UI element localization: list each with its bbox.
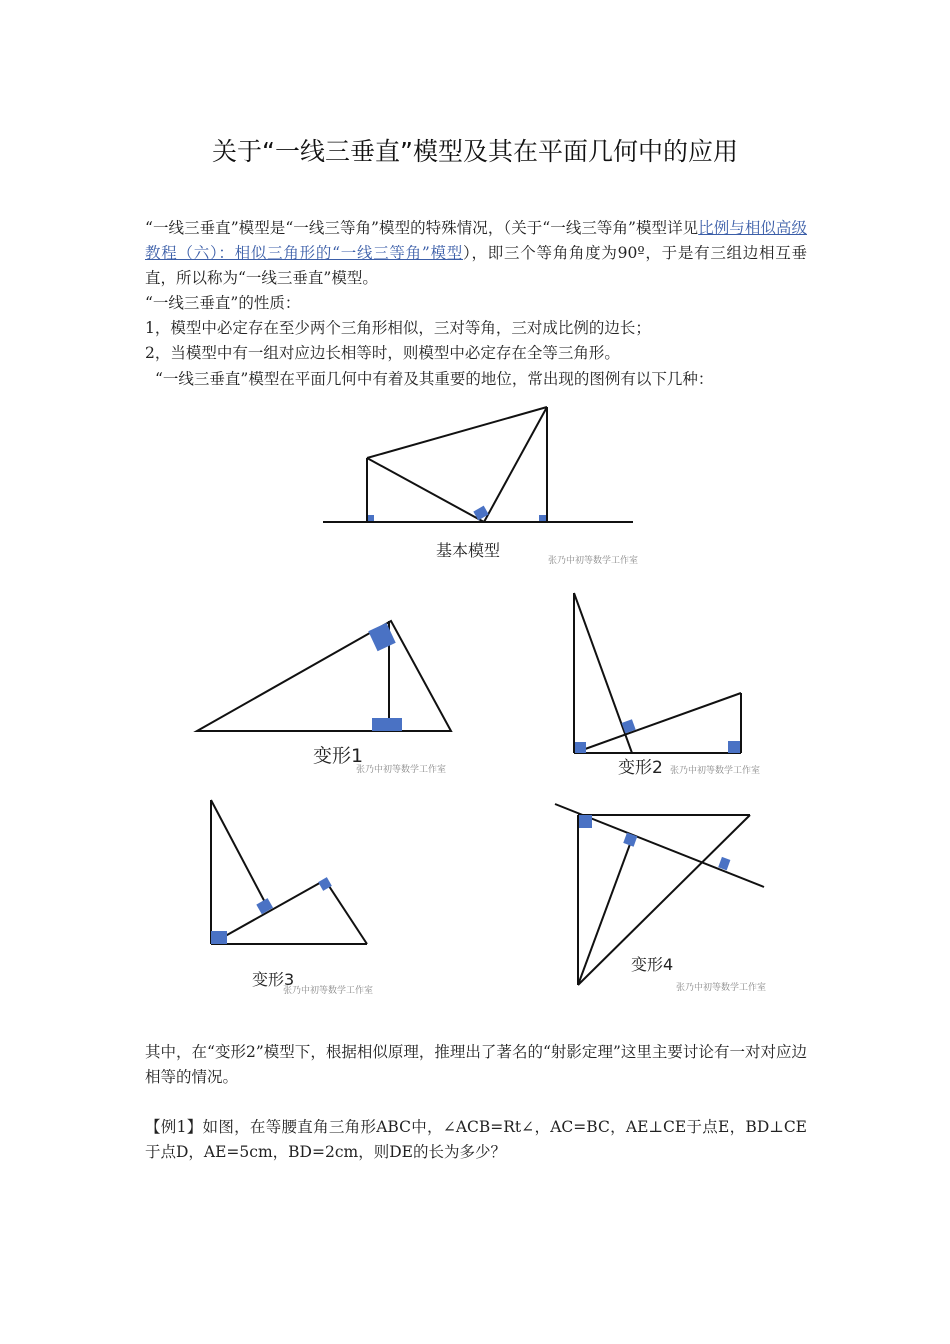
properties-heading: “一线三垂直”的性质： [145, 294, 301, 312]
right-angle-marker [539, 515, 546, 521]
right-angle-markers [211, 506, 740, 944]
right-angle-marker [623, 833, 637, 847]
intro-text-1: “一线三垂直”模型是“一线三等角”模型的特殊情况，（关于“一线三等角”模型详见 [145, 219, 699, 237]
right-angle-marker [728, 741, 740, 753]
right-angle-marker [579, 815, 592, 828]
right-angle-marker [718, 857, 730, 870]
tutorial-link[interactable]: 比例与相似高级教程（六）：相似三角形的“一线三等角”模型 [145, 219, 807, 262]
after-figures-paragraph: 其中，在“变形2”模型下，根据相似原理，推理出了著名的“射影定理”这里主要讨论有一对对应边相等的情况。 [145, 1043, 807, 1086]
watermark: 张乃中初等数学工作室 [356, 765, 447, 775]
right-angle-marker [368, 623, 395, 651]
watermark: 张乃中初等数学工作室 [548, 556, 639, 566]
variant-3-caption: 变形3 [252, 970, 295, 989]
variant-1-figure [197, 621, 451, 731]
variant-4-caption: 变形4 [631, 955, 674, 974]
watermark: 张乃中初等数学工作室 [670, 766, 761, 776]
watermark: 张乃中初等数学工作室 [676, 983, 767, 993]
property-1: 1，模型中必定存在至少两个三角形相似，三对等角，三对成比例的边长； [145, 319, 651, 337]
example-1: 【例1】如图，在等腰直角三角形ABC中，∠ACB=Rt∠，AC=BC，AE⊥CE于点E，BD⊥CE于点D，AE=5cm，BD=2cm，则DE的长为多少？ [145, 1118, 807, 1161]
basic-caption: 基本模型 [436, 541, 501, 560]
variant-1-caption: 变形1 [313, 745, 364, 767]
right-angle-marker [256, 898, 273, 914]
basic-model-figure [323, 407, 633, 522]
right-angle-marker [368, 515, 374, 521]
watermark: 张乃中初等数学工作室 [283, 986, 374, 996]
right-angle-marker [575, 742, 586, 753]
property-2: 2，当模型中有一组对应边长相等时，则模型中必定存在全等三角形。 [145, 344, 620, 362]
variant-2-figure [574, 593, 741, 753]
right-angle-marker [372, 718, 402, 731]
intro-text-2: ），即三个等角角度为90º，于是有三组边相互垂直，所以称为“一线三垂直”模型。 [145, 244, 807, 287]
variant-2-caption: 变形2 [618, 758, 663, 778]
page-title: 关于“一线三垂直”模型及其在平面几何中的应用 [212, 137, 738, 166]
figures-intro: “一线三垂直”模型在平面几何中有着及其重要的地位，常出现的图例有以下几种： [155, 370, 714, 388]
variant-3-figure [211, 800, 367, 944]
right-angle-marker [211, 931, 227, 944]
